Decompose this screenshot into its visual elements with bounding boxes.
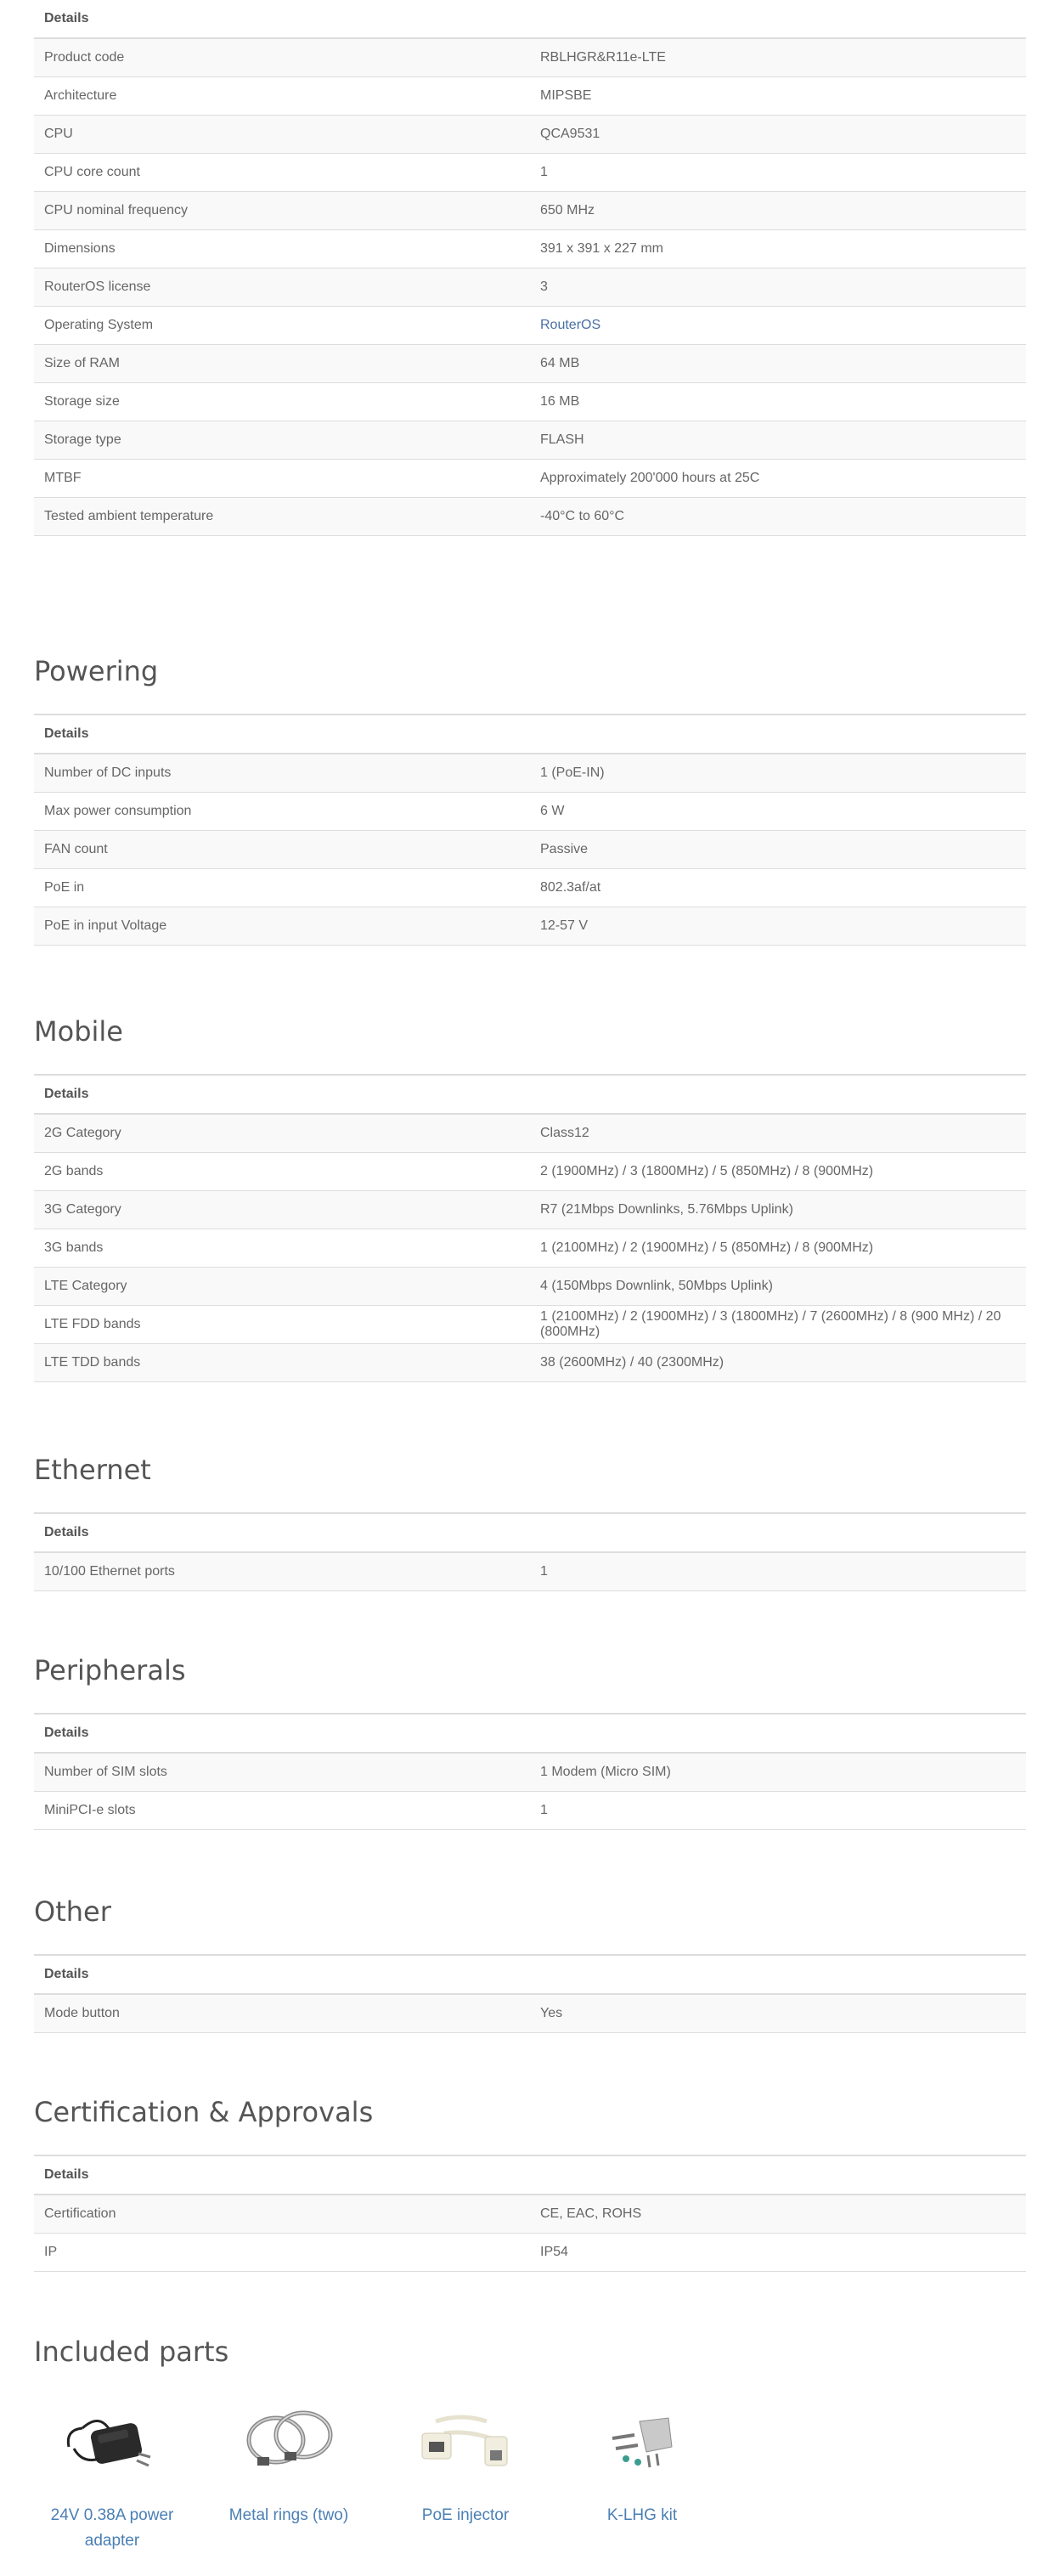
spec-key: Tested ambient temperature: [34, 498, 530, 536]
spec-key: Max power consumption: [34, 793, 530, 831]
spec-value: 802.3af/at: [530, 869, 1026, 907]
spec-value: -40°C to 60°C: [530, 498, 1026, 536]
part-metal-rings[interactable]: [211, 2387, 367, 2554]
spec-value: Class12: [530, 1114, 1026, 1153]
general-spec-table: [34, 0, 1026, 536]
table-row: [34, 754, 1026, 793]
table-header: Details: [34, 2155, 1026, 2195]
peripherals-spec-table: [34, 1713, 1026, 1830]
table-header: Details: [34, 0, 1026, 38]
section-title: Certification & Approvals: [34, 2096, 374, 2128]
powering-table-wrap: [34, 714, 1026, 946]
spec-key: 2G bands: [34, 1153, 530, 1191]
spec-key: RouterOS license: [34, 268, 530, 307]
spec-key: Dimensions: [34, 230, 530, 268]
spec-key: Product code: [34, 38, 530, 77]
spec-key: Certification: [34, 2195, 530, 2234]
table-row: [34, 421, 1026, 460]
spec-key: LTE FDD bands: [34, 1306, 530, 1344]
part-label[interactable]: PoE injector: [421, 2506, 510, 2524]
table-row: [34, 907, 1026, 946]
spec-value: 650 MHz: [530, 192, 1026, 230]
table-row: [34, 1153, 1026, 1191]
spec-key: MiniPCI-e slots: [34, 1792, 530, 1830]
spec-key: Number of SIM slots: [34, 1753, 530, 1792]
spec-key: Operating System: [34, 307, 530, 345]
table-row: [34, 268, 1026, 307]
section-title: Other: [34, 1895, 111, 1928]
ethernet-spec-table: [34, 1512, 1026, 1591]
spec-value: 1: [530, 154, 1026, 192]
spec-value: MIPSBE: [530, 77, 1026, 116]
spec-value: Yes: [530, 1994, 1026, 2033]
table-row: [34, 460, 1026, 498]
table-row: [34, 2195, 1026, 2234]
table-row: [34, 307, 1026, 345]
mobile-table-wrap: [34, 1074, 1026, 1382]
spec-key: CPU core count: [34, 154, 530, 192]
table-row: [34, 793, 1026, 831]
spec-value: Approximately 200'000 hours at 25C: [530, 460, 1026, 498]
table-row: [34, 869, 1026, 907]
table-header: Details: [34, 1513, 1026, 1552]
spec-key: CPU: [34, 116, 530, 154]
spec-value: QCA9531: [530, 116, 1026, 154]
power-adapter-icon[interactable]: [34, 2387, 190, 2489]
general-section: [34, 0, 1026, 536]
metal-rings-icon[interactable]: [211, 2387, 367, 2489]
table-row: [34, 1191, 1026, 1229]
table-row: [34, 1229, 1026, 1268]
section-title: Powering: [34, 655, 159, 687]
table-row: [34, 1552, 1026, 1591]
part-poe-injector[interactable]: [387, 2387, 544, 2554]
table-row: [34, 2234, 1026, 2272]
table-row: [34, 77, 1026, 116]
spec-key: Number of DC inputs: [34, 754, 530, 793]
spec-value: CE, EAC, ROHS: [530, 2195, 1026, 2234]
other-section: [34, 1891, 111, 1932]
table-row: [34, 831, 1026, 869]
spec-key: 3G bands: [34, 1229, 530, 1268]
spec-value: R7 (21Mbps Downlinks, 5.76Mbps Uplink): [530, 1191, 1026, 1229]
spec-key: Storage size: [34, 383, 530, 421]
part-klhg-kit[interactable]: [564, 2387, 720, 2554]
spec-value: 2 (1900MHz) / 3 (1800MHz) / 5 (850MHz) / 8 (900MHz): [530, 1153, 1026, 1191]
section-title: Peripherals: [34, 1654, 186, 1686]
spec-key: Storage type: [34, 421, 530, 460]
spec-value: 1 (2100MHz) / 2 (1900MHz) / 5 (850MHz) / 8 (900MHz): [530, 1229, 1026, 1268]
certification-section: [34, 2092, 373, 2133]
table-row: [34, 230, 1026, 268]
spec-key: IP: [34, 2234, 530, 2272]
spec-value: 12-57 V: [530, 907, 1026, 946]
mounting-kit-icon[interactable]: [564, 2387, 720, 2489]
included-parts-section: [34, 2331, 1026, 2554]
other-spec-table: [34, 1954, 1026, 2033]
spec-key: 10/100 Ethernet ports: [34, 1552, 530, 1591]
table-row: [34, 116, 1026, 154]
spec-value: Passive: [530, 831, 1026, 869]
table-row: [34, 498, 1026, 536]
table-header: Details: [34, 1714, 1026, 1753]
table-row: [34, 1344, 1026, 1382]
spec-value: 1: [530, 1792, 1026, 1830]
spec-value: RBLHGR&R11e-LTE: [530, 38, 1026, 77]
table-row: [34, 1994, 1026, 2033]
spec-key: LTE TDD bands: [34, 1344, 530, 1382]
spec-value: 6 W: [530, 793, 1026, 831]
spec-value: 38 (2600MHz) / 40 (2300MHz): [530, 1344, 1026, 1382]
part-label[interactable]: 24V 0.38A power adapter: [50, 2506, 174, 2550]
table-header: Details: [34, 1075, 1026, 1114]
spec-key: Architecture: [34, 77, 530, 116]
spec-key: Mode button: [34, 1994, 530, 2033]
spec-value: FLASH: [530, 421, 1026, 460]
spec-value: 1: [530, 1552, 1026, 1591]
section-title: Included parts: [34, 2336, 229, 2368]
table-row: [34, 345, 1026, 383]
spec-value: 1 Modem (Micro SIM): [530, 1753, 1026, 1792]
spec-key: CPU nominal frequency: [34, 192, 530, 230]
spec-value: 64 MB: [530, 345, 1026, 383]
table-row: [34, 1114, 1026, 1153]
powering-section: [34, 651, 158, 692]
table-row: [34, 1306, 1026, 1344]
parts-list: [34, 2387, 1026, 2554]
mobile-section: [34, 1011, 123, 1052]
table-header: Details: [34, 1955, 1026, 1994]
spec-key: 2G Category: [34, 1114, 530, 1153]
spec-value: [530, 307, 1026, 345]
certification-table-wrap: [34, 2155, 1026, 2272]
spec-value: 3: [530, 268, 1026, 307]
table-row: [34, 1268, 1026, 1306]
spec-value: 1 (2100MHz) / 2 (1900MHz) / 3 (1800MHz) / 7 (2600MHz) / 8 (900 MHz) / 20 (800MHz): [530, 1306, 1026, 1344]
ethernet-table-wrap: [34, 1512, 1026, 1591]
certification-spec-table: [34, 2155, 1026, 2272]
spec-value: 4 (150Mbps Downlink, 50Mbps Uplink): [530, 1268, 1026, 1306]
spec-value: 1 (PoE-IN): [530, 754, 1026, 793]
table-row: [34, 1753, 1026, 1792]
peripherals-table-wrap: [34, 1713, 1026, 1830]
table-row: [34, 192, 1026, 230]
table-row: [34, 154, 1026, 192]
mobile-spec-table: [34, 1074, 1026, 1382]
part-label[interactable]: K-LHG kit: [606, 2506, 678, 2524]
spec-key: 3G Category: [34, 1191, 530, 1229]
spec-key: FAN count: [34, 831, 530, 869]
part-power-adapter[interactable]: [34, 2387, 190, 2554]
peripherals-section: [34, 1650, 186, 1691]
spec-value: 391 x 391 x 227 mm: [530, 230, 1026, 268]
spec-value: IP54: [530, 2234, 1026, 2272]
section-title: Ethernet: [34, 1454, 151, 1486]
spec-key: PoE in: [34, 869, 530, 907]
table-row: [34, 38, 1026, 77]
spec-key: Size of RAM: [34, 345, 530, 383]
ethernet-section: [34, 1449, 151, 1490]
poe-injector-icon[interactable]: [387, 2387, 544, 2489]
section-title: Mobile: [34, 1015, 123, 1048]
other-table-wrap: [34, 1954, 1026, 2033]
table-header: Details: [34, 715, 1026, 754]
spec-value: 16 MB: [530, 383, 1026, 421]
spec-key: PoE in input Voltage: [34, 907, 530, 946]
part-label[interactable]: Metal rings (two): [228, 2506, 349, 2524]
spec-key: MTBF: [34, 460, 530, 498]
spec-value-link[interactable]: RouterOS: [540, 318, 601, 332]
powering-spec-table: [34, 714, 1026, 946]
spec-key: LTE Category: [34, 1268, 530, 1306]
table-row: [34, 1792, 1026, 1830]
table-row: [34, 383, 1026, 421]
